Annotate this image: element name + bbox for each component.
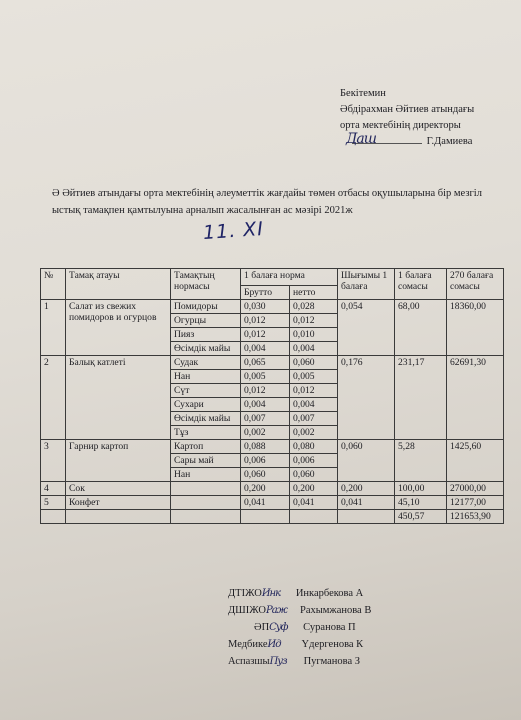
product-name: Өсімдік майы	[171, 412, 241, 426]
empty-cell	[241, 510, 290, 524]
empty-cell	[66, 510, 171, 524]
header-output: Шығымы 1 балаға	[338, 269, 395, 300]
table-row	[41, 440, 504, 454]
dish-number: 4	[41, 482, 66, 496]
table-row	[41, 496, 504, 510]
sum270-value: 12177,00	[447, 496, 504, 510]
output-value: 0,054	[338, 300, 395, 356]
approval-block	[340, 86, 515, 150]
header-dish: Тамақ атауы	[66, 269, 171, 300]
net-value: 0,012	[290, 314, 338, 328]
net-value: 0,006	[290, 454, 338, 468]
dish-name: Гарнир картоп	[66, 440, 171, 482]
dish-number: 1	[41, 300, 66, 356]
signature-role: ДТІЖО	[228, 588, 262, 599]
sum270-value: 62691,30	[447, 356, 504, 440]
director-signature-line	[340, 131, 515, 150]
gross-value: 0,060	[241, 468, 290, 482]
sum1-value: 5,28	[395, 440, 447, 482]
dish-number: 3	[41, 440, 66, 482]
header-gross: Брутто	[241, 286, 290, 300]
sum1-value: 45,10	[395, 496, 447, 510]
sum1-value: 231,17	[395, 356, 447, 440]
output-value: 0,176	[338, 356, 395, 440]
document-title: Ә Әйтиев атындағы орта мектебінің әлеуметтік жағдайы төмен отбасы оқушыларына бір мезгіл ыстық тамақпен қамтылуына арналып жасалынған ас мәзірі 2021ж	[52, 188, 482, 216]
product-name	[171, 496, 241, 510]
product-name: Огурцы	[171, 314, 241, 328]
product-name: Нан	[171, 468, 241, 482]
dish-name: Балық катлеті	[66, 356, 171, 440]
empty-cell	[290, 510, 338, 524]
output-value: 0,200	[338, 482, 395, 496]
dish-name: Салат из свежих помидоров и огурцов	[66, 300, 171, 356]
product-name: Помидоры	[171, 300, 241, 314]
dish-number: 2	[41, 356, 66, 440]
gross-value: 0,002	[241, 426, 290, 440]
approval-line-3: орта мектебінің директоры	[340, 120, 461, 131]
total-row	[41, 510, 504, 524]
total-sum270: 121653,90	[447, 510, 504, 524]
output-value: 0,041	[338, 496, 395, 510]
product-name: Өсімдік майы	[171, 342, 241, 356]
total-sum1: 450,57	[395, 510, 447, 524]
gross-value: 0,012	[241, 384, 290, 398]
gross-value: 0,012	[241, 314, 290, 328]
product-name: Пияз	[171, 328, 241, 342]
net-value: 0,010	[290, 328, 338, 342]
gross-value: 0,012	[241, 328, 290, 342]
gross-value: 0,088	[241, 440, 290, 454]
signature-name: Рахымжанова В	[299, 605, 372, 616]
output-value: 0,060	[338, 440, 395, 482]
signature-name: Инкарбекова А	[295, 588, 364, 599]
menu-table	[40, 268, 504, 524]
net-value: 0,060	[290, 356, 338, 370]
gross-value: 0,005	[241, 370, 290, 384]
handwritten-signature: Суф	[269, 622, 288, 633]
signature-name: Үдергенова К	[301, 639, 364, 650]
handwritten-signature: Ид	[267, 639, 281, 650]
approval-signer: Г.Дамиева	[426, 136, 473, 147]
handwritten-signature: Раж	[265, 605, 288, 616]
gross-value: 0,041	[241, 496, 290, 510]
header-products: Тамақтың нормасы	[171, 269, 241, 300]
signature-role: ДШІЖО	[228, 605, 266, 616]
signature-row	[228, 585, 428, 602]
header-sum1: 1 балаға сомасы	[395, 269, 447, 300]
product-name: Нан	[171, 370, 241, 384]
net-value: 0,012	[290, 384, 338, 398]
net-value: 0,060	[290, 468, 338, 482]
empty-cell	[338, 510, 395, 524]
signature-row	[228, 619, 428, 636]
signature-role: ӘП	[254, 622, 270, 633]
product-name: Сүт	[171, 384, 241, 398]
gross-value: 0,006	[241, 454, 290, 468]
product-name: Сухари	[171, 398, 241, 412]
header-net: нетто	[290, 286, 338, 300]
handwritten-signature: Пуз	[269, 656, 287, 667]
header-no: №	[41, 269, 66, 300]
product-name: Тұз	[171, 426, 241, 440]
dish-number: 5	[41, 496, 66, 510]
gross-value: 0,004	[241, 398, 290, 412]
sum270-value: 18360,00	[447, 300, 504, 356]
gross-value: 0,065	[241, 356, 290, 370]
empty-cell	[171, 510, 241, 524]
net-value: 0,200	[290, 482, 338, 496]
net-value: 0,005	[290, 370, 338, 384]
net-value: 0,004	[290, 398, 338, 412]
signature-role: Медбике	[228, 639, 268, 650]
signature-row	[228, 636, 428, 653]
header-sum270: 270 балаға сомасы	[447, 269, 504, 300]
product-name: Судак	[171, 356, 241, 370]
net-value: 0,002	[290, 426, 338, 440]
table-row	[41, 356, 504, 370]
header-norm: 1 балаға норма	[241, 269, 338, 286]
approval-line-1: Бекітемин	[340, 88, 386, 99]
signature-row	[228, 602, 428, 619]
table-header-row	[41, 269, 504, 286]
signature-name: Суранова П	[303, 622, 356, 633]
product-name: Картоп	[171, 440, 241, 454]
table-row	[41, 482, 504, 496]
sum270-value: 1425,60	[447, 440, 504, 482]
product-name: Сары май	[171, 454, 241, 468]
gross-value: 0,200	[241, 482, 290, 496]
net-value: 0,080	[290, 440, 338, 454]
sum270-value: 27000,00	[447, 482, 504, 496]
dish-name: Конфет	[66, 496, 171, 510]
gross-value: 0,030	[241, 300, 290, 314]
table-row	[41, 300, 504, 314]
sum1-value: 100,00	[395, 482, 447, 496]
product-name	[171, 482, 241, 496]
dish-name: Сок	[66, 482, 171, 496]
sum1-value: 68,00	[395, 300, 447, 356]
net-value: 0,028	[290, 300, 338, 314]
signature-row	[228, 653, 428, 670]
empty-cell	[41, 510, 66, 524]
net-value: 0,004	[290, 342, 338, 356]
gross-value: 0,007	[241, 412, 290, 426]
signature-role: Аспазшы	[228, 656, 270, 667]
net-value: 0,007	[290, 412, 338, 426]
signature-name: Пугманова З	[303, 656, 361, 667]
gross-value: 0,004	[241, 342, 290, 356]
director-signature: Даш	[346, 131, 376, 147]
signatures-block	[228, 585, 428, 670]
handwritten-date: 11. XI	[202, 217, 265, 245]
approval-line-2: Әбдірахман Әйтиев атындағы	[340, 104, 475, 115]
net-value: 0,041	[290, 496, 338, 510]
handwritten-signature: Инк	[261, 588, 281, 599]
